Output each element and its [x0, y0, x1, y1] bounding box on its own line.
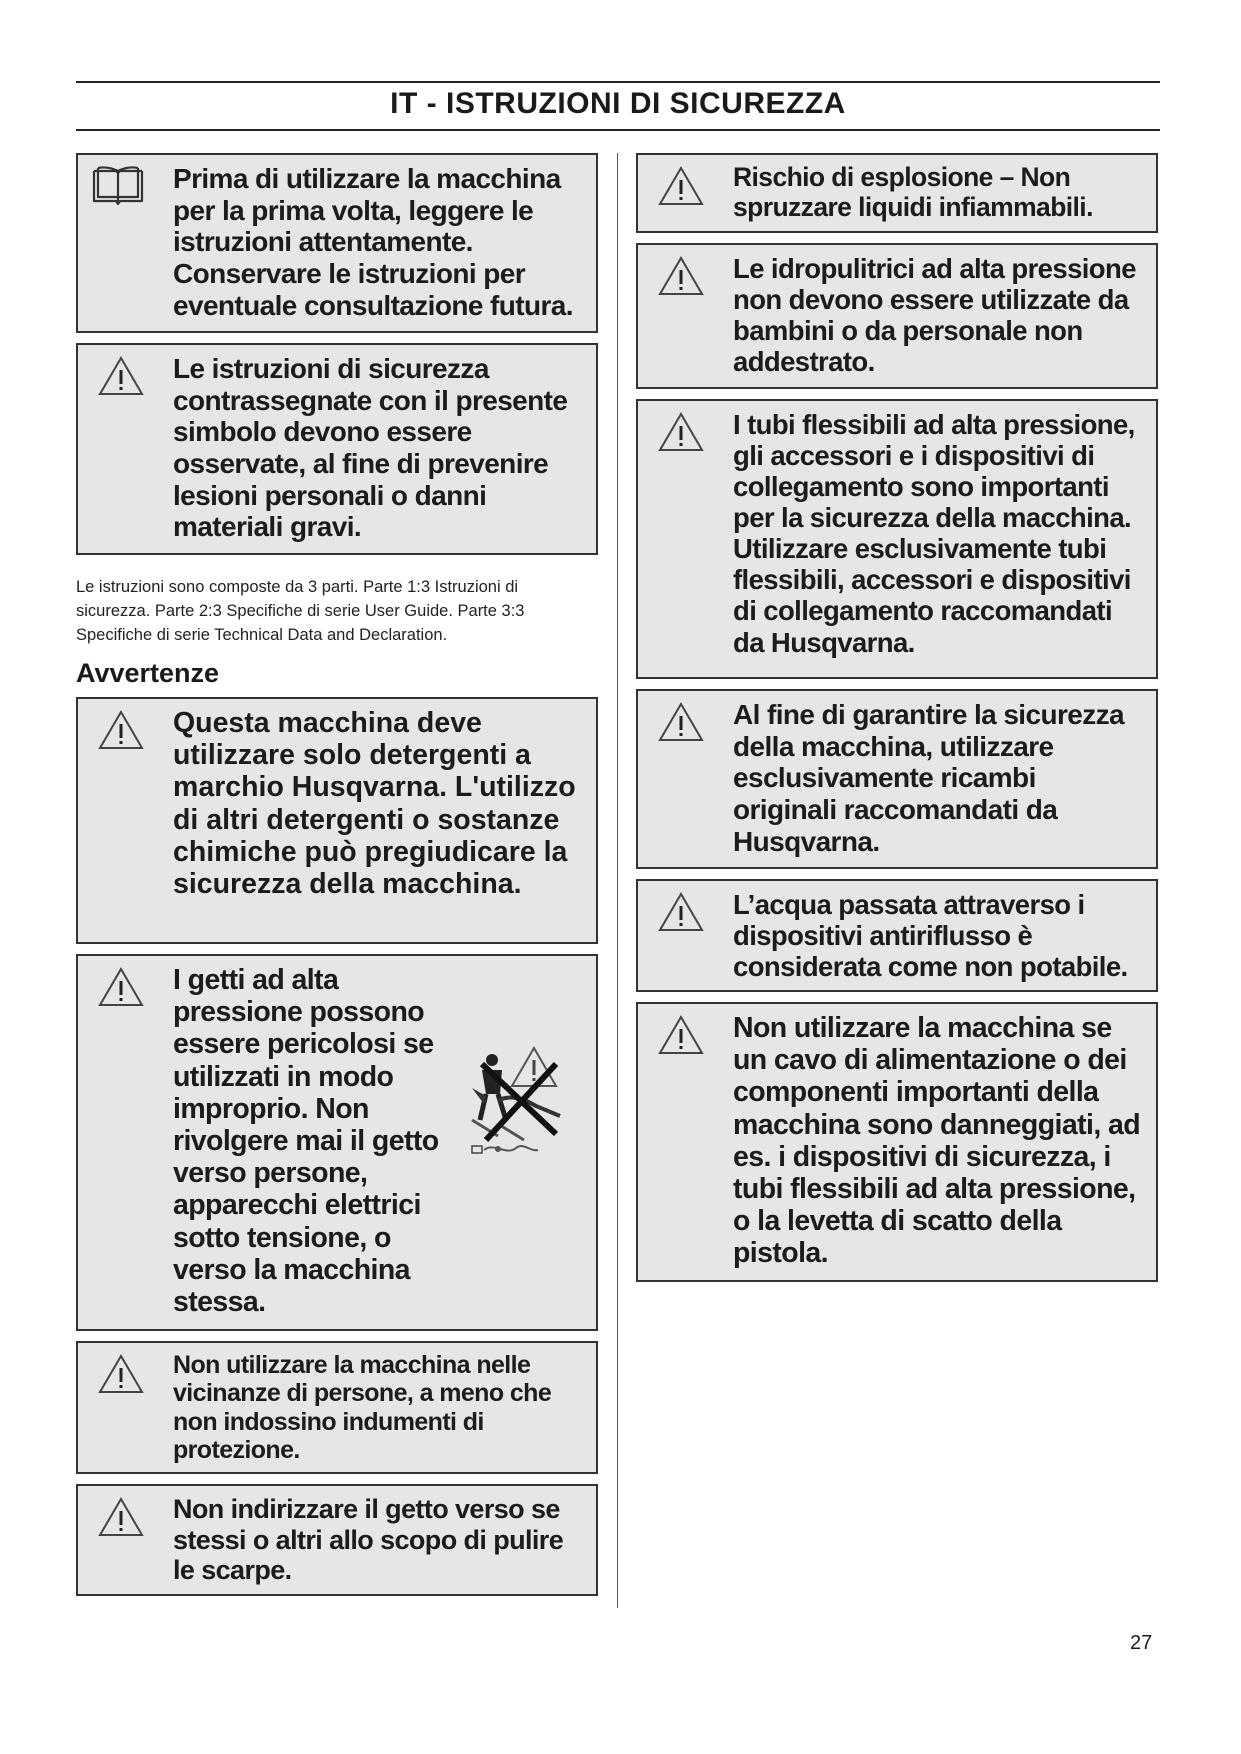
- warning-high-pressure-jets-text: I getti ad alta pressione possono essere pericolosi se utilizzati in modo improprio. Non rivolgere mai il getto verso persone, apparecchi elettrici sotto tensione, o verso la macchina stessa.: [173, 964, 439, 1319]
- warning-children: [636, 243, 1158, 389]
- warning-explosion: [636, 153, 1158, 233]
- title-underline: [76, 129, 1160, 131]
- page-number: 27: [1130, 1632, 1153, 1654]
- warning-bystanders-text: Non utilizzare la macchina nelle vicinanze di persone, a meno che non indossino indumenti di protezione.: [173, 1351, 552, 1464]
- warning-explosion-text: Rischio di esplosione – Non spruzzare liquidi infiammabili.: [733, 162, 1093, 222]
- symbol-notice-text: Le istruzioni di sicurezza contrassegnate con il presente simbolo devono essere osservate, al fine di prevenire lesioni personali o danni materiali gravi.: [173, 353, 568, 543]
- warning-detergents-text: Questa macchina deve utilizzare solo detergenti a marchio Husqvarna. L'utilizzo di altri detergenti o sostanze chimiche può pregiudicare la sicurezza della macchina.: [173, 707, 576, 901]
- manual-notice-text: Prima di utilizzare la macchina per la prima volta, leggere le istruzioni attentamente. Conservare le istruzioni per eventuale consultazione futura.: [173, 163, 573, 321]
- warning-triangle-icon: [658, 701, 704, 743]
- warning-detergents: [76, 697, 598, 944]
- warning-hoses-accessories-text: I tubi flessibili ad alta pressione, gli accessori e i dispositivi di collegamento sono importanti per la sicurezza della macchina. Utilizzare esclusivamente tubi flessibili, accessori e dispositivi di collegamento raccomandati da Husqvarna.: [733, 409, 1135, 658]
- warning-clean-shoes: [76, 1484, 598, 1596]
- warning-triangle-icon: [98, 355, 144, 397]
- warning-clean-shoes-text: Non indirizzare il getto verso se stessi o altri allo scopo di pulire le scarpe.: [173, 1494, 564, 1586]
- warning-triangle-icon: [98, 966, 144, 1008]
- manual-notice-box: [76, 153, 598, 333]
- top-rule: [76, 81, 1160, 83]
- warning-triangle-icon: [658, 1014, 704, 1056]
- warning-triangle-icon: [658, 255, 704, 297]
- warning-hoses-accessories: [636, 399, 1158, 679]
- warning-triangle-icon: [658, 165, 704, 207]
- warnings-heading: Avvertenze: [76, 658, 220, 688]
- page-title: IT - ISTRUZIONI DI SICUREZZA: [390, 87, 846, 120]
- left-column: [76, 153, 598, 1606]
- warning-original-parts: [636, 689, 1158, 869]
- warning-triangle-icon: [98, 1496, 144, 1538]
- warning-bystanders: [76, 1341, 598, 1474]
- no-spray-at-people-pictogram-icon: [464, 1024, 574, 1174]
- warning-damaged-components-text: Non utilizzare la macchina se un cavo di alimentazione o dei componenti importanti della macchina sono danneggiati, ad es. i dispositivi di sicurezza, i tubi flessibili ad alta pressione, o la levetta di scatto della pistola.: [733, 1012, 1141, 1270]
- book-icon: [90, 165, 146, 207]
- warning-high-pressure-jets: [76, 954, 598, 1331]
- symbol-notice-box: [76, 343, 598, 555]
- warning-triangle-icon: [98, 1353, 144, 1395]
- warning-triangle-icon: [658, 891, 704, 933]
- parts-note: Le istruzioni sono composte da 3 parti. Parte 1:3 Istruzioni di sicurezza. Parte 2:3 Specifiche di serie User Guide. Parte 3:3 Specifiche di serie Technical Data and Declaration.: [76, 578, 525, 644]
- right-column: [636, 153, 1158, 1292]
- warning-damaged-components: [636, 1002, 1158, 1282]
- warning-triangle-icon: [658, 411, 704, 453]
- column-divider: [617, 153, 618, 1608]
- warning-triangle-icon: [98, 709, 144, 751]
- warning-children-text: Le idropulitrici ad alta pressione non devono essere utilizzate da bambini o da personale non addestrato.: [733, 253, 1136, 378]
- warning-non-potable-water-text: L’acqua passata attraverso i dispositivi antiriflusso è considerata come non potabile.: [733, 889, 1128, 983]
- warning-original-parts-text: Al fine di garantire la sicurezza della macchina, utilizzare esclusivamente ricambi originali raccomandati da Husqvarna.: [733, 699, 1124, 857]
- warning-non-potable-water: [636, 879, 1158, 992]
